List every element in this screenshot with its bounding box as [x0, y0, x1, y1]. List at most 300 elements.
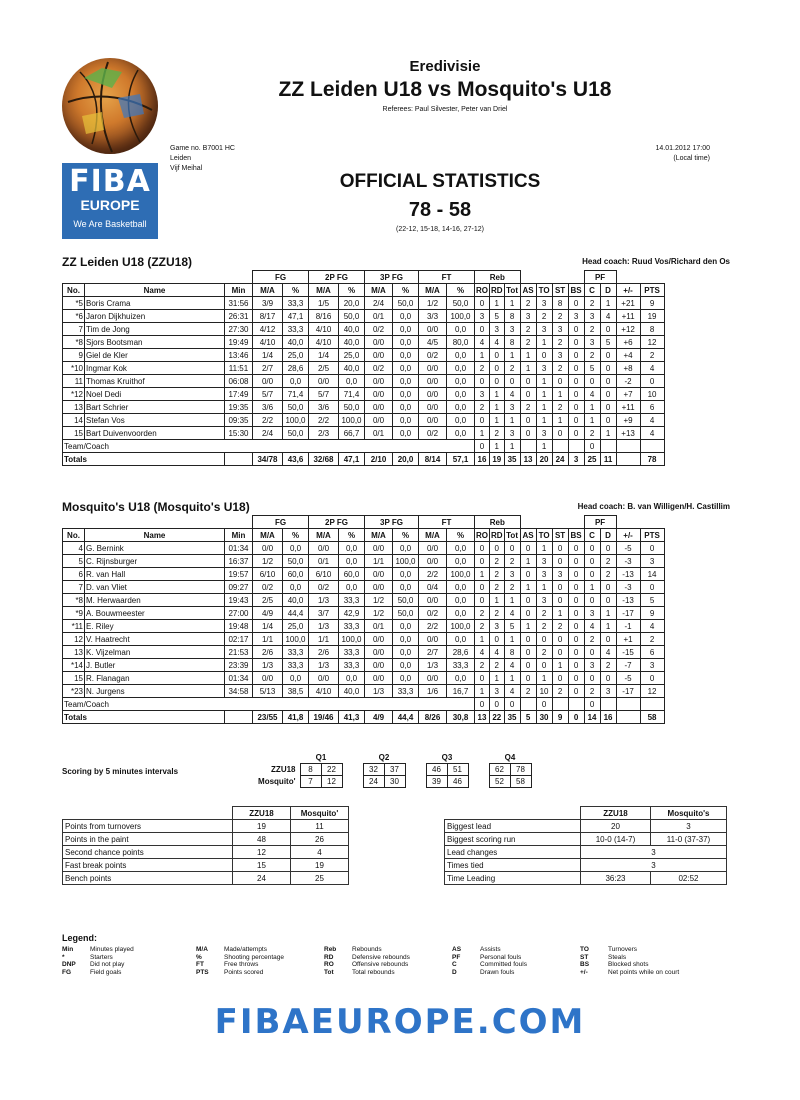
stat-cell: 0/0: [309, 542, 339, 555]
stat-cell: 0/0: [419, 388, 447, 401]
total-cell: [225, 453, 253, 466]
stat-cell: 17:49: [225, 388, 253, 401]
team-name: Mosquito's U18 (Mosquito's U18): [62, 500, 250, 514]
legend-description: Committed fouls: [480, 961, 527, 968]
legend-entry: [324, 961, 456, 969]
player-number: *9: [63, 607, 85, 620]
stat-cell: 100,0: [393, 555, 419, 568]
stat-cell: 2/2: [309, 414, 339, 427]
stat-cell: 1/2: [253, 555, 283, 568]
total-cell: 19/46: [309, 711, 339, 724]
total-cell: 34/78: [253, 453, 283, 466]
stat-cell: 0: [475, 594, 490, 607]
player-name: Bart Schrier: [85, 401, 225, 414]
matchup-title: ZZ Leiden U18 vs Mosquito's U18: [278, 78, 612, 101]
stat-cell: 2: [536, 646, 552, 659]
stat-cell: 100,0: [447, 620, 475, 633]
stat-cell: 0/2: [365, 362, 393, 375]
player-name: Sjors Bootsman: [85, 336, 225, 349]
interval-score: 8: [300, 764, 321, 776]
points-breakdown: [62, 806, 349, 885]
player-name: A. Bouwmeester: [85, 607, 225, 620]
stat-cell: 10: [536, 685, 552, 698]
stat-cell: 0: [504, 698, 520, 711]
column-header: %: [283, 284, 309, 297]
stat-cell: 0: [490, 375, 505, 388]
legend-key: C: [452, 961, 457, 968]
stat-cell: 0,0: [447, 323, 475, 336]
legend-column: [62, 946, 194, 976]
stat-cell: 10: [640, 388, 664, 401]
total-cell: 30,8: [447, 711, 475, 724]
stat-cell: 0: [640, 542, 664, 555]
stat-cell: -3: [616, 555, 640, 568]
stat-cell: 0: [568, 555, 584, 568]
stat-cell: 40,0: [283, 336, 309, 349]
stat-cell: 3: [475, 388, 490, 401]
stat-cell: 1: [520, 620, 536, 633]
player-number: 15: [63, 427, 85, 440]
stat-cell: 1: [490, 672, 505, 685]
stat-cell: 0: [568, 349, 584, 362]
stat-cell: 50,0: [393, 594, 419, 607]
stat-cell: 0,0: [339, 375, 365, 388]
legend-description: Personal fouls: [480, 953, 522, 961]
stat-cell: 0,0: [447, 555, 475, 568]
stat-cell: 2: [504, 555, 520, 568]
stat-cell: 50,0: [447, 297, 475, 310]
stat-cell: 100,0: [283, 414, 309, 427]
logo-word: FIBA: [69, 164, 151, 199]
local-time-note: (Local time): [673, 155, 710, 162]
legend-entry: [324, 969, 456, 977]
player-row: [63, 633, 665, 646]
stat-cell: 3/3: [419, 310, 447, 323]
stat-cell: 2: [490, 607, 505, 620]
stat-cell: 3/7: [309, 607, 339, 620]
points-header: Mosquito': [291, 807, 349, 820]
legend-entry: [580, 946, 712, 954]
stat-cell: 0,0: [339, 542, 365, 555]
stat-cell: 0/0: [253, 542, 283, 555]
stat-cell: 0/0: [253, 375, 283, 388]
player-name: Stefan Vos: [85, 414, 225, 427]
stat-cell: 3: [536, 568, 552, 581]
stat-cell: 4/9: [253, 607, 283, 620]
lead-value: 11-0 (37-37): [651, 833, 727, 846]
lead-row: [445, 859, 727, 872]
lead-value: 3: [581, 846, 727, 859]
stat-cell: 25,0: [339, 349, 365, 362]
stat-cell: 71,4: [339, 388, 365, 401]
stat-cell: 0/2: [253, 581, 283, 594]
legend-key: PF: [452, 953, 461, 961]
stat-cell: 0: [568, 388, 584, 401]
stats-table: [62, 270, 665, 466]
stat-cell: 0: [520, 375, 536, 388]
stat-cell: 1/2: [419, 297, 447, 310]
stat-cell: 2/2: [253, 414, 283, 427]
stat-cell: 4/10: [309, 323, 339, 336]
stat-cell: 0/0: [365, 568, 393, 581]
game-info: [170, 144, 235, 174]
stat-cell: 0/0: [419, 594, 447, 607]
stat-cell: 3: [504, 401, 520, 414]
legend-entry: [580, 969, 712, 977]
legend-key: +/-: [580, 968, 588, 976]
stat-cell: 0,0: [283, 581, 309, 594]
stat-cell: 42,9: [339, 607, 365, 620]
column-header: M/A: [419, 284, 447, 297]
player-name: Ingmar Kok: [85, 362, 225, 375]
column-header: D: [600, 284, 616, 297]
stat-cell: 19:35: [225, 401, 253, 414]
stat-cell: 2: [600, 659, 616, 672]
stat-cell: 2: [520, 323, 536, 336]
scoring-team: ZZU18: [271, 765, 296, 774]
stat-cell: 0: [600, 672, 616, 685]
total-cell: 8/26: [419, 711, 447, 724]
stat-cell: 4: [600, 310, 616, 323]
stat-cell: 80,0: [447, 336, 475, 349]
stat-cell: 0: [568, 646, 584, 659]
legend-description: Total rebounds: [352, 968, 395, 976]
stat-cell: 2: [504, 581, 520, 594]
stat-cell: 4/5: [419, 336, 447, 349]
stat-cell: 0: [568, 633, 584, 646]
stat-cell: 0,0: [283, 672, 309, 685]
stat-cell: 0,0: [393, 672, 419, 685]
stat-cell: 3: [536, 362, 552, 375]
stat-cell: 0,0: [393, 362, 419, 375]
game-city: Leiden: [170, 155, 192, 162]
stat-cell: +8: [616, 362, 640, 375]
column-header: M/A: [253, 529, 283, 542]
stat-cell: 0: [536, 698, 552, 711]
column-header: %: [339, 284, 365, 297]
column-header: C: [584, 529, 600, 542]
stat-cell: 33,3: [339, 646, 365, 659]
stat-cell: 0: [568, 659, 584, 672]
total-cell: 20,0: [393, 453, 419, 466]
legend-description: Net points while on court: [608, 968, 680, 976]
stat-cell: 1: [536, 336, 552, 349]
stat-cell: 0/2: [419, 349, 447, 362]
stat-cell: 0: [475, 414, 490, 427]
stat-cell: 2: [536, 620, 552, 633]
stat-cell: 2/5: [253, 594, 283, 607]
logo-tagline: We Are Basketball: [73, 219, 147, 229]
lead-value: 10-0 (14-7): [581, 833, 651, 846]
stat-cell: 4: [600, 646, 616, 659]
stat-cell: 0,0: [447, 375, 475, 388]
stat-cell: 0: [536, 633, 552, 646]
stat-cell: 1: [552, 607, 568, 620]
points-row: [63, 872, 349, 885]
legend-entry: [196, 969, 328, 977]
stat-cell: 4: [640, 414, 664, 427]
stat-cell: 20,0: [339, 297, 365, 310]
points-value: 25: [291, 872, 349, 885]
legend-entry: [62, 961, 194, 969]
total-cell: 25: [584, 453, 600, 466]
final-score: 78 - 58: [408, 199, 472, 221]
legend-key: PTS: [196, 968, 209, 976]
stat-cell: 0/0: [419, 633, 447, 646]
player-row: [63, 323, 665, 336]
legend-key: RD: [324, 953, 334, 961]
stat-cell: 0: [552, 375, 568, 388]
points-row: [63, 859, 349, 872]
scoring-team: Mosquito': [258, 777, 296, 786]
stat-cell: 0,0: [393, 646, 419, 659]
column-header: Tot: [504, 529, 520, 542]
stat-cell: 1: [475, 633, 490, 646]
stat-cell: 2: [552, 362, 568, 375]
stat-cell: +9: [616, 414, 640, 427]
stat-cell: 0/0: [365, 542, 393, 555]
stat-cell: 1: [536, 388, 552, 401]
player-name: Boris Crama: [85, 297, 225, 310]
stat-cell: 0/1: [365, 310, 393, 323]
player-name: M. Herwaarden: [85, 594, 225, 607]
stat-cell: 40,0: [283, 594, 309, 607]
stat-cell: 1: [536, 375, 552, 388]
stat-cell: 2: [552, 685, 568, 698]
stat-cell: 0,0: [393, 310, 419, 323]
stat-cell: 3: [584, 310, 600, 323]
stat-cell: 8: [504, 646, 520, 659]
stat-cell: 71,4: [283, 388, 309, 401]
stat-cell: 3: [552, 568, 568, 581]
lead-value: 3: [651, 820, 727, 833]
stat-cell: -3: [616, 581, 640, 594]
totals-label: Totals: [63, 711, 225, 724]
totals-label: Totals: [63, 453, 225, 466]
column-header: D: [600, 529, 616, 542]
stat-cell: 1/3: [309, 659, 339, 672]
player-number: *5: [63, 297, 85, 310]
stat-cell: 40,0: [339, 685, 365, 698]
points-value: 26: [291, 833, 349, 846]
stat-cell: 1: [490, 440, 505, 453]
stat-cell: 0/0: [365, 388, 393, 401]
total-cell: [616, 453, 640, 466]
stat-cell: 4: [584, 388, 600, 401]
stat-cell: +11: [616, 401, 640, 414]
total-cell: 20: [536, 453, 552, 466]
player-row: [63, 336, 665, 349]
stat-cell: 16:37: [225, 555, 253, 568]
stat-cell: 60,0: [339, 568, 365, 581]
stat-cell: 33,3: [283, 297, 309, 310]
stat-cell: 0: [490, 698, 505, 711]
stat-cell: 1: [536, 440, 552, 453]
stat-cell: 12: [640, 336, 664, 349]
stat-cell: 33,3: [393, 685, 419, 698]
stat-cell: 0: [490, 633, 505, 646]
player-row: [63, 310, 665, 323]
stat-cell: 9: [640, 297, 664, 310]
column-header: %: [339, 529, 365, 542]
stat-cell: 0,0: [447, 607, 475, 620]
legend-description: Minutes played: [90, 946, 134, 953]
document-title: OFFICIAL STATISTICS: [339, 171, 541, 192]
period-scores: (22-12, 15-18, 14-16, 27-12): [396, 226, 484, 233]
stat-cell: 0: [600, 388, 616, 401]
legend-key: FG: [62, 968, 72, 976]
total-cell: 11: [600, 453, 616, 466]
group-header-row: [63, 516, 665, 529]
total-cell: 2/10: [365, 453, 393, 466]
stat-cell: 33,3: [283, 646, 309, 659]
stat-cell: 0/0: [419, 414, 447, 427]
column-header: AS: [520, 284, 536, 297]
stat-cell: 0: [584, 440, 600, 453]
stat-cell: 0: [490, 362, 505, 375]
stat-cell: 2: [490, 581, 505, 594]
stat-cell: 1: [504, 672, 520, 685]
stat-cell: 33,3: [447, 659, 475, 672]
interval-score: 51: [447, 764, 468, 776]
legend-description: Points scored: [224, 968, 264, 976]
stat-cell: 1: [504, 414, 520, 427]
stat-cell: 0/2: [419, 427, 447, 440]
stat-cell: 0: [600, 323, 616, 336]
scoring-row: [240, 764, 531, 776]
stat-cell: 0/0: [309, 375, 339, 388]
stat-cell: 2: [536, 607, 552, 620]
quarter-label: Q3: [441, 753, 453, 762]
stat-cell: 16,7: [447, 685, 475, 698]
player-number: 11: [63, 375, 85, 388]
stat-cell: 50,0: [339, 401, 365, 414]
player-number: *10: [63, 362, 85, 375]
stat-cell: 2/2: [419, 568, 447, 581]
legend-description: Made/attempts: [224, 946, 267, 953]
legend-description: Field goals: [90, 968, 122, 976]
stat-cell: 2: [640, 349, 664, 362]
stat-cell: 0: [584, 542, 600, 555]
player-row: [63, 646, 665, 659]
legend-key: AS: [452, 946, 462, 953]
stat-cell: 0: [520, 542, 536, 555]
player-number: *14: [63, 659, 85, 672]
stat-cell: 44,4: [283, 607, 309, 620]
points-value: 19: [291, 859, 349, 872]
column-group-header: 3P FG: [365, 516, 419, 529]
stat-cell: 1: [490, 594, 505, 607]
column-group-header: Reb: [475, 516, 521, 529]
stat-cell: 0: [520, 646, 536, 659]
stat-cell: 1: [490, 388, 505, 401]
stat-cell: +11: [616, 310, 640, 323]
team-coach-row: [63, 698, 665, 711]
stat-cell: 0: [552, 646, 568, 659]
stat-cell: 0/0: [365, 672, 393, 685]
column-header: Name: [85, 529, 225, 542]
lead-row: [445, 872, 727, 885]
stat-cell: 0: [475, 542, 490, 555]
points-value: 15: [233, 859, 291, 872]
stat-cell: 1: [552, 659, 568, 672]
total-cell: 0: [568, 711, 584, 724]
fiba-europe-logo: [62, 163, 158, 239]
stat-cell: 0,0: [447, 581, 475, 594]
stat-cell: 3: [600, 685, 616, 698]
stat-cell: 8/17: [253, 310, 283, 323]
stat-cell: 4: [490, 336, 505, 349]
stat-cell: 2: [552, 620, 568, 633]
column-header: %: [447, 284, 475, 297]
legend-entry: [452, 961, 584, 969]
lead-value: 3: [581, 859, 727, 872]
stat-cell: 33,3: [283, 323, 309, 336]
stat-cell: 06:08: [225, 375, 253, 388]
legend-entry: [196, 954, 328, 962]
stat-cell: 1: [475, 349, 490, 362]
stat-cell: 2: [520, 336, 536, 349]
stat-cell: 0,0: [393, 401, 419, 414]
player-row: [63, 542, 665, 555]
team-coach-label: Team/Coach: [63, 440, 475, 453]
legend-key: D: [452, 968, 457, 976]
player-row: [63, 685, 665, 698]
interval-score: 46: [426, 764, 447, 776]
interval-score: 78: [510, 764, 531, 776]
logo-sub: EUROPE: [80, 197, 140, 213]
stat-cell: 33,3: [339, 620, 365, 633]
stat-cell: 2/7: [419, 646, 447, 659]
stat-cell: +6: [616, 336, 640, 349]
stat-cell: 3: [520, 310, 536, 323]
player-number: 9: [63, 349, 85, 362]
interval-score: 7: [300, 776, 321, 788]
stat-cell: 1: [536, 672, 552, 685]
column-group-header: Reb: [475, 271, 521, 284]
stat-cell: 0,0: [393, 633, 419, 646]
stat-cell: 0: [475, 672, 490, 685]
column-header: AS: [520, 529, 536, 542]
column-header: Min: [225, 284, 253, 297]
points-row: [63, 846, 349, 859]
stat-cell: 2: [475, 401, 490, 414]
stat-cell: -1: [616, 620, 640, 633]
legend-description: Free throws: [224, 961, 259, 968]
stat-cell: 5: [600, 336, 616, 349]
quarter-label: Q1: [315, 753, 327, 762]
stat-cell: 0: [536, 659, 552, 672]
team-stats-table-away: [62, 515, 665, 724]
stat-cell: 2/4: [365, 297, 393, 310]
points-header: ZZU18: [233, 807, 291, 820]
stat-cell: 0/2: [419, 607, 447, 620]
total-cell: 32/68: [309, 453, 339, 466]
stat-cell: 2: [490, 568, 505, 581]
stat-cell: 2/5: [309, 362, 339, 375]
stat-cell: 0: [584, 375, 600, 388]
stat-cell: 50,0: [393, 607, 419, 620]
quarter-label: Q4: [504, 753, 516, 762]
stat-cell: 34:58: [225, 685, 253, 698]
stat-cell: -17: [616, 685, 640, 698]
player-name: Thomas Kruithof: [85, 375, 225, 388]
scoring-intervals: [240, 752, 532, 788]
stat-cell: 0,0: [393, 336, 419, 349]
stat-cell: 3: [504, 323, 520, 336]
total-cell: 35: [504, 453, 520, 466]
interval-score: 39: [426, 776, 447, 788]
